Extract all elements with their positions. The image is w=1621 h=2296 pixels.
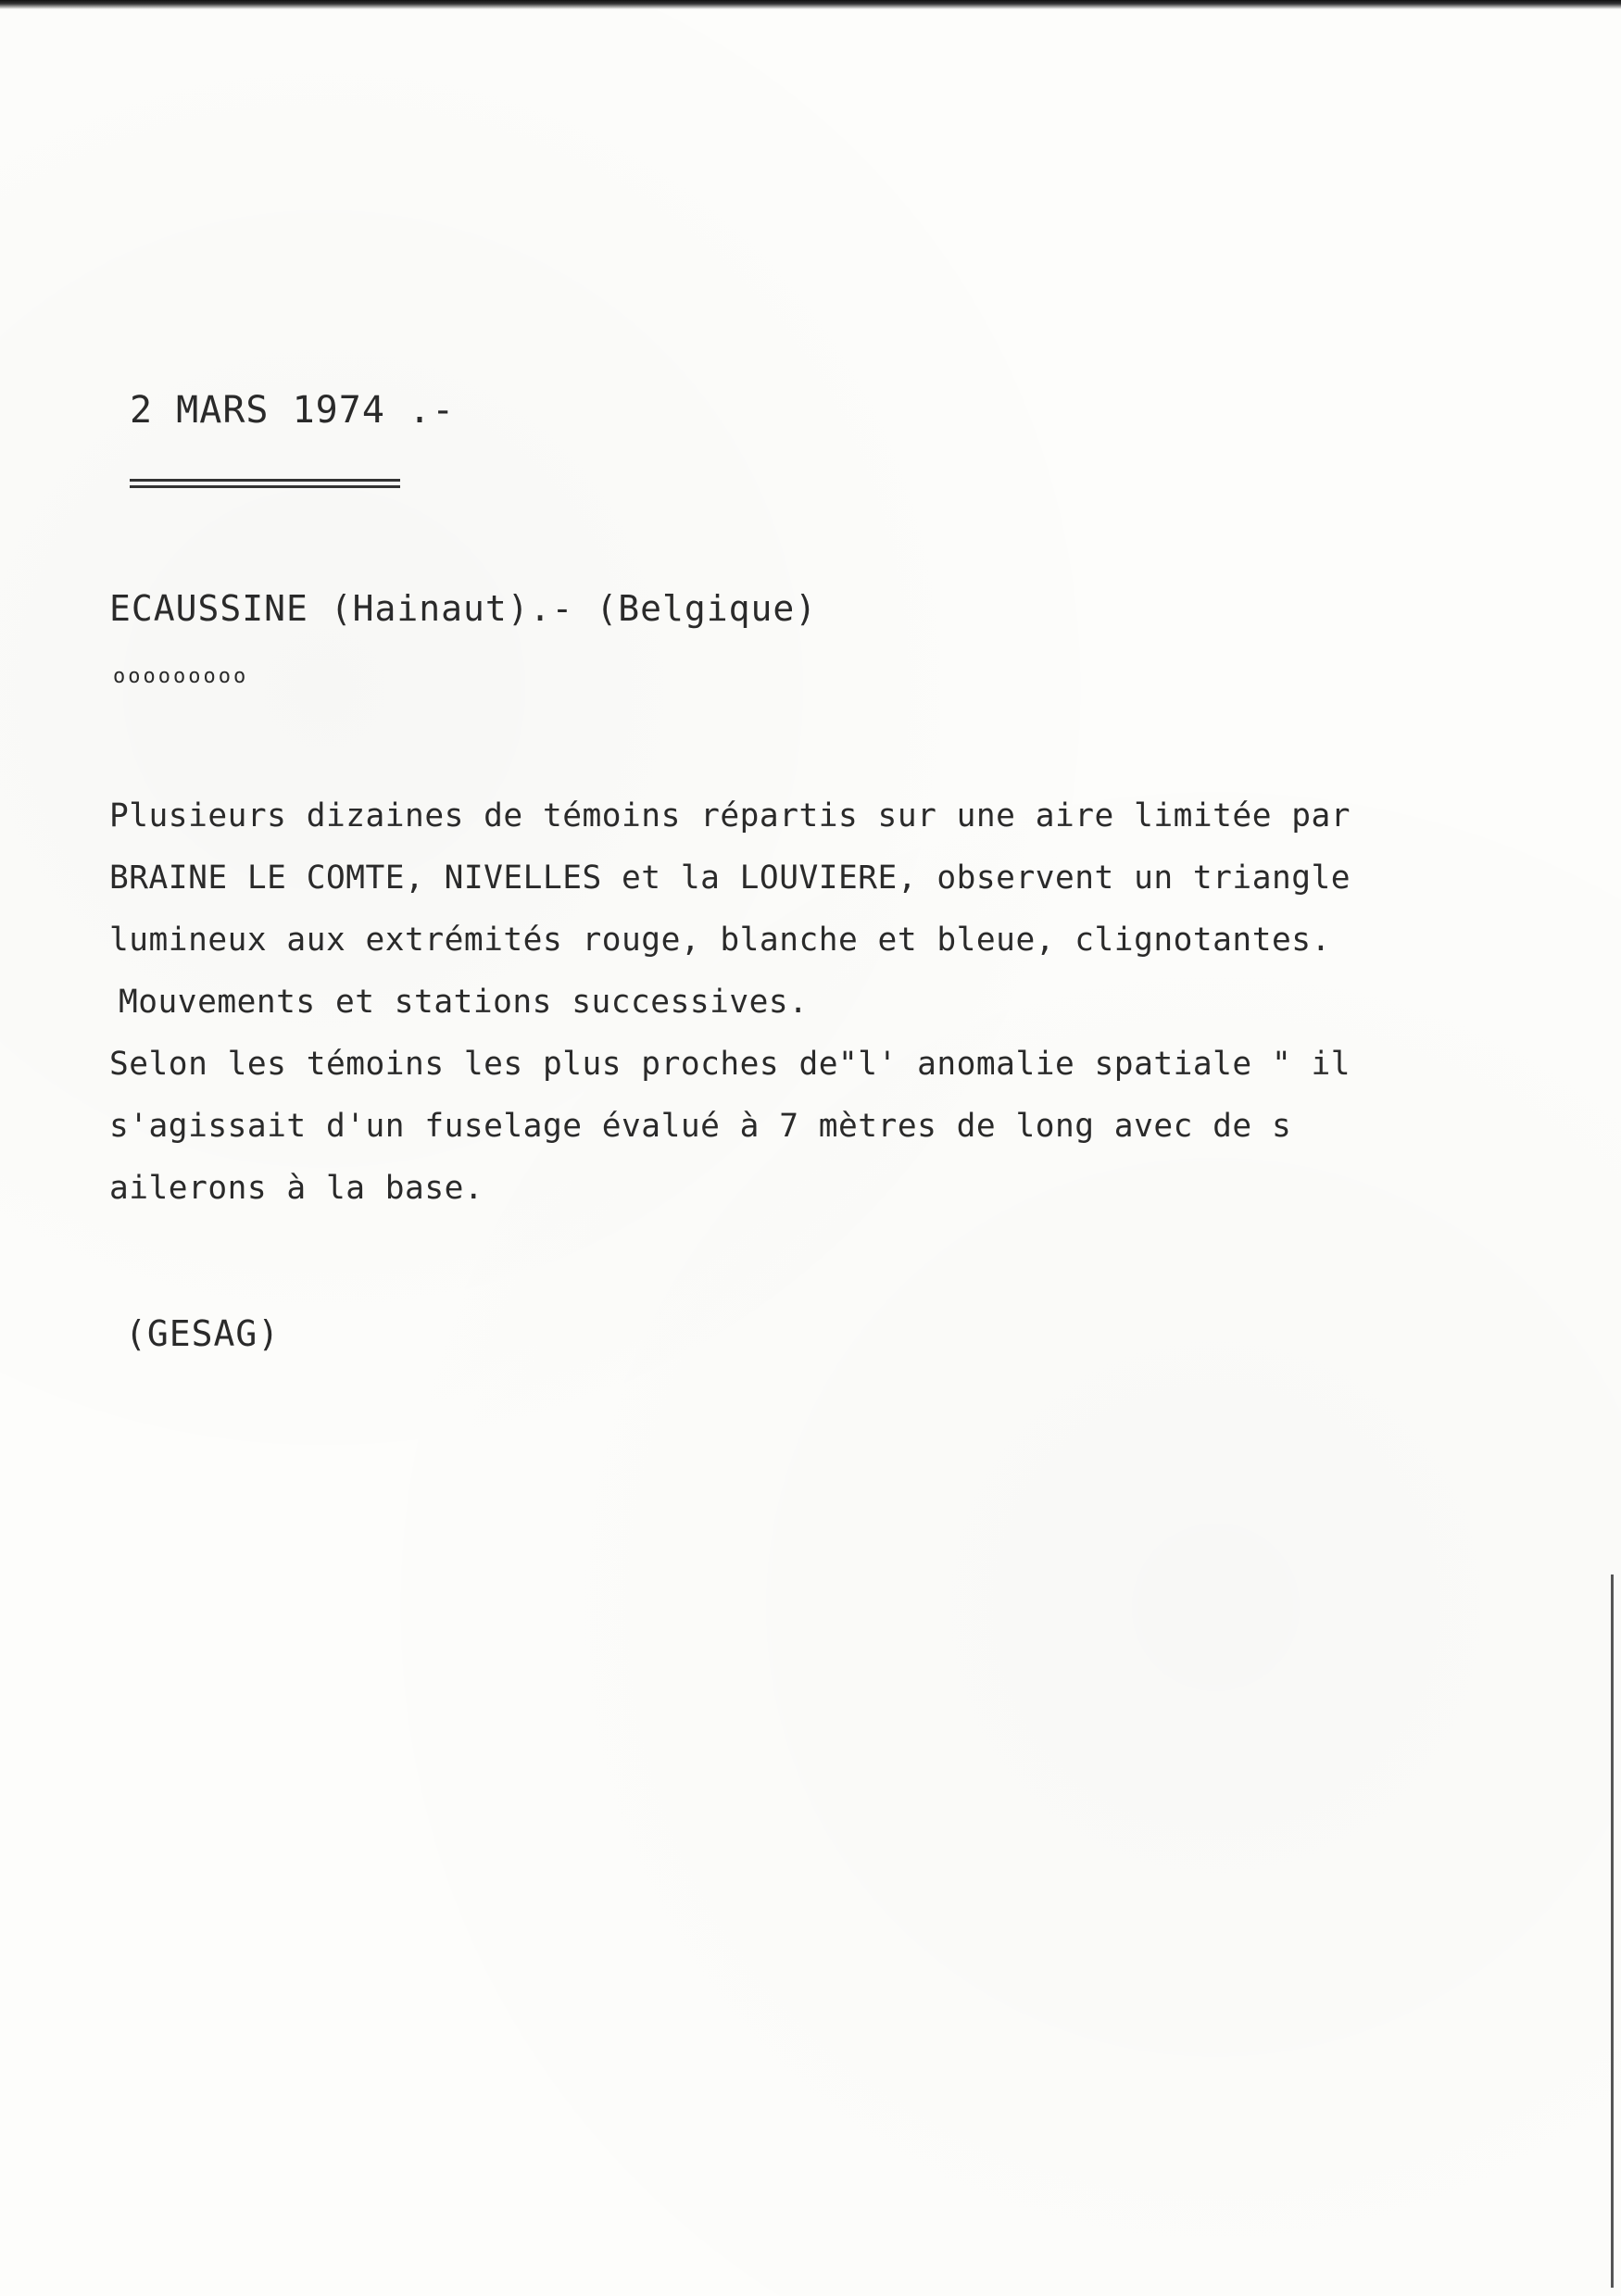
body-line: Plusieurs dizaines de témoins répartis sur une aire limitée par bbox=[109, 797, 1351, 834]
body-line: Mouvements et stations successives. bbox=[119, 984, 809, 1021]
document-source: (GESAG) bbox=[125, 1313, 281, 1354]
scan-top-edge bbox=[0, 0, 1621, 9]
document-date: 2 MARS 1974 .- bbox=[130, 389, 456, 432]
body-line: lumineux aux extrémités rouge, blanche et bleue, clignotantes. bbox=[109, 922, 1331, 959]
body-line: BRAINE LE COMTE, NIVELLES et la LOUVIERE, observent un triangle bbox=[109, 859, 1351, 897]
location-ornament: ooooooooo bbox=[113, 665, 249, 688]
scan-right-edge bbox=[1611, 1575, 1614, 2288]
document-location: ECAUSSINE (Hainaut).- (Belgique) bbox=[109, 588, 818, 629]
body-line: s'agissait d'un fuselage évalué à 7 mètres de long avec de s bbox=[109, 1108, 1292, 1145]
document-body bbox=[109, 785, 1351, 1220]
body-line: Selon les témoins les plus proches de"l' anomalie spatiale " il bbox=[109, 1046, 1351, 1083]
body-line: ailerons à la base. bbox=[109, 1170, 484, 1207]
date-underline bbox=[130, 479, 400, 488]
